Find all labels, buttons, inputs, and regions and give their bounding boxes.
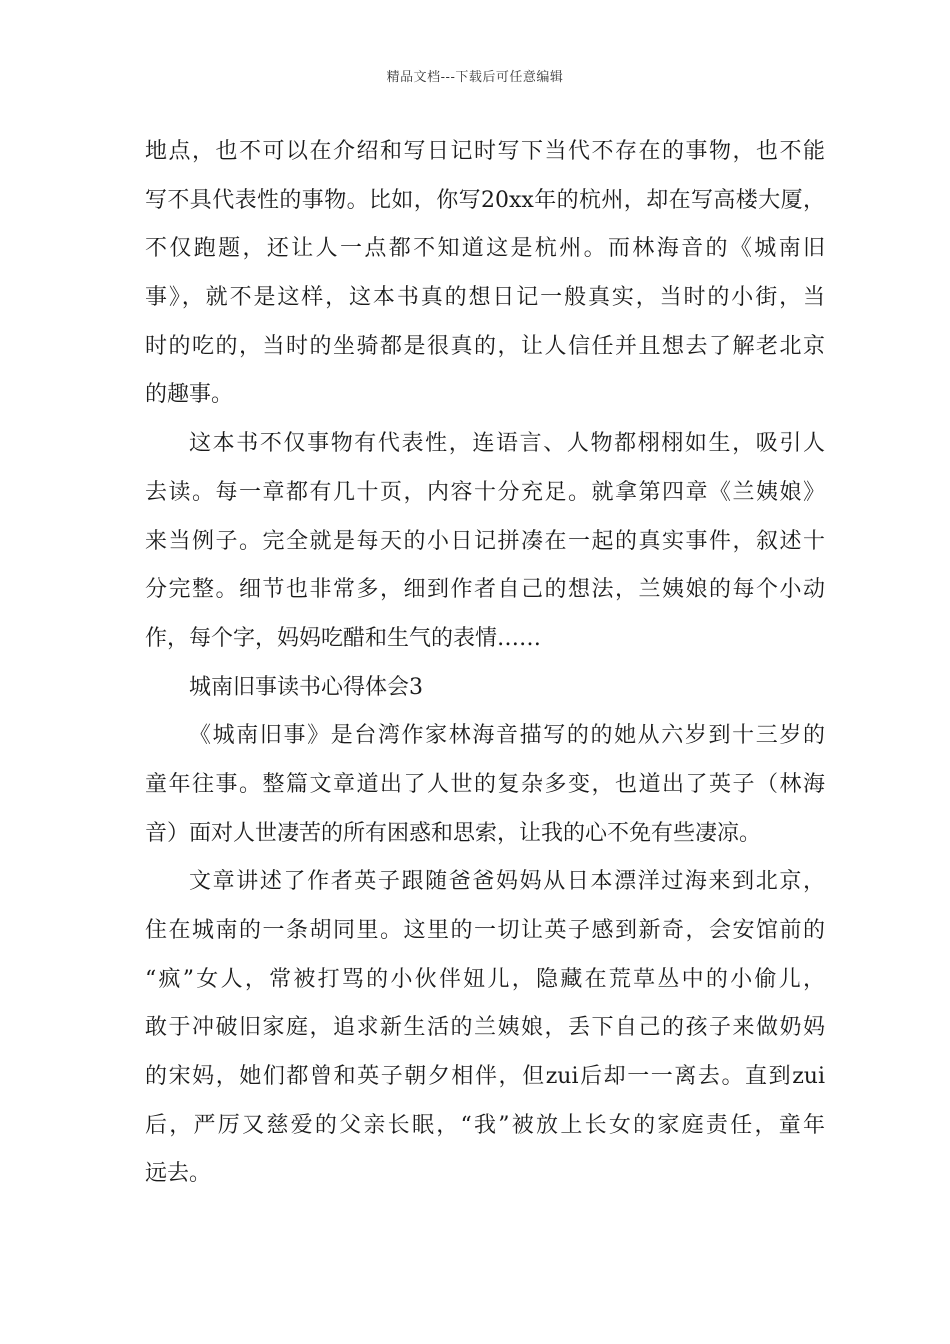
paragraph-start-line: 《城南旧事》是台湾作家林海音描写的的她从六岁到十三岁的 [189, 723, 825, 749]
document-body [145, 128, 825, 1199]
paragraph-start-line: 文章讲述了作者英子跟随爸爸妈妈从日本漂洋过海来到北京， [189, 869, 825, 895]
text-line: 音）面对人世凄苦的所有困惑和思索，让我的心不免有些凄凉。 [145, 820, 762, 846]
text-line: “疯”女人，常被打骂的小伙伴妞儿，隐藏在荒草丛中的小偷儿， [145, 966, 825, 992]
text-line: 的趣事。 [145, 382, 234, 408]
text-line: 不仅跑题，还让人一点都不知道这是杭州。而林海音的《城南旧 [145, 236, 825, 262]
text-line: 分完整。细节也非常多，细到作者自己的想法，兰姨娘的每个小动 [145, 577, 825, 603]
text-line: 的宋妈，她们都曾和英子朝夕相伴，但zui后却一一离去。直到zui [145, 1064, 826, 1090]
text-line: 地点，也不可以在介绍和写日记时写下当代不存在的事物，也不能 [145, 139, 825, 164]
text-line: 写不具代表性的事物。比如，你写20xx年的杭州，却在写高楼大厦， [145, 187, 825, 213]
page-header: 精品文档---下载后可任意编辑 [386, 70, 564, 85]
text-line: 后，严厉又慈爱的父亲长眠，“我”被放上长女的家庭责任，童年 [145, 1112, 825, 1138]
text-line: 时的吃的，当时的坐骑都是很真的，让人信任并且想去了解老北京 [145, 333, 825, 359]
text-line: 去读。每一章都有几十页，内容十分充足。就拿第四章《兰姨娘》 [145, 479, 825, 505]
text-line: 作，每个字，妈妈吃醋和生气的表情…… [145, 625, 542, 651]
text-line: 事》，就不是这样，这本书真的想日记一般真实，当时的小街，当 [145, 285, 825, 311]
section-heading: 城南旧事读书心得体会3 [189, 674, 423, 700]
text-line: 童年往事。整篇文章道出了人世的复杂多变，也道出了英子（林海 [145, 771, 825, 797]
text-line: 敢于冲破旧家庭，追求新生活的兰姨娘，丢下自己的孩子来做奶妈 [145, 1015, 825, 1041]
paragraph-start-line: 这本书不仅事物有代表性，连语言、人物都栩栩如生，吸引人 [189, 431, 825, 457]
text-line: 住在城南的一条胡同里。这里的一切让英子感到新奇，会安馆前的 [145, 918, 825, 943]
text-line: 远去。 [145, 1161, 212, 1187]
text-line: 来当例子。完全就是每天的小日记拼凑在一起的真实事件，叙述十 [145, 528, 825, 554]
